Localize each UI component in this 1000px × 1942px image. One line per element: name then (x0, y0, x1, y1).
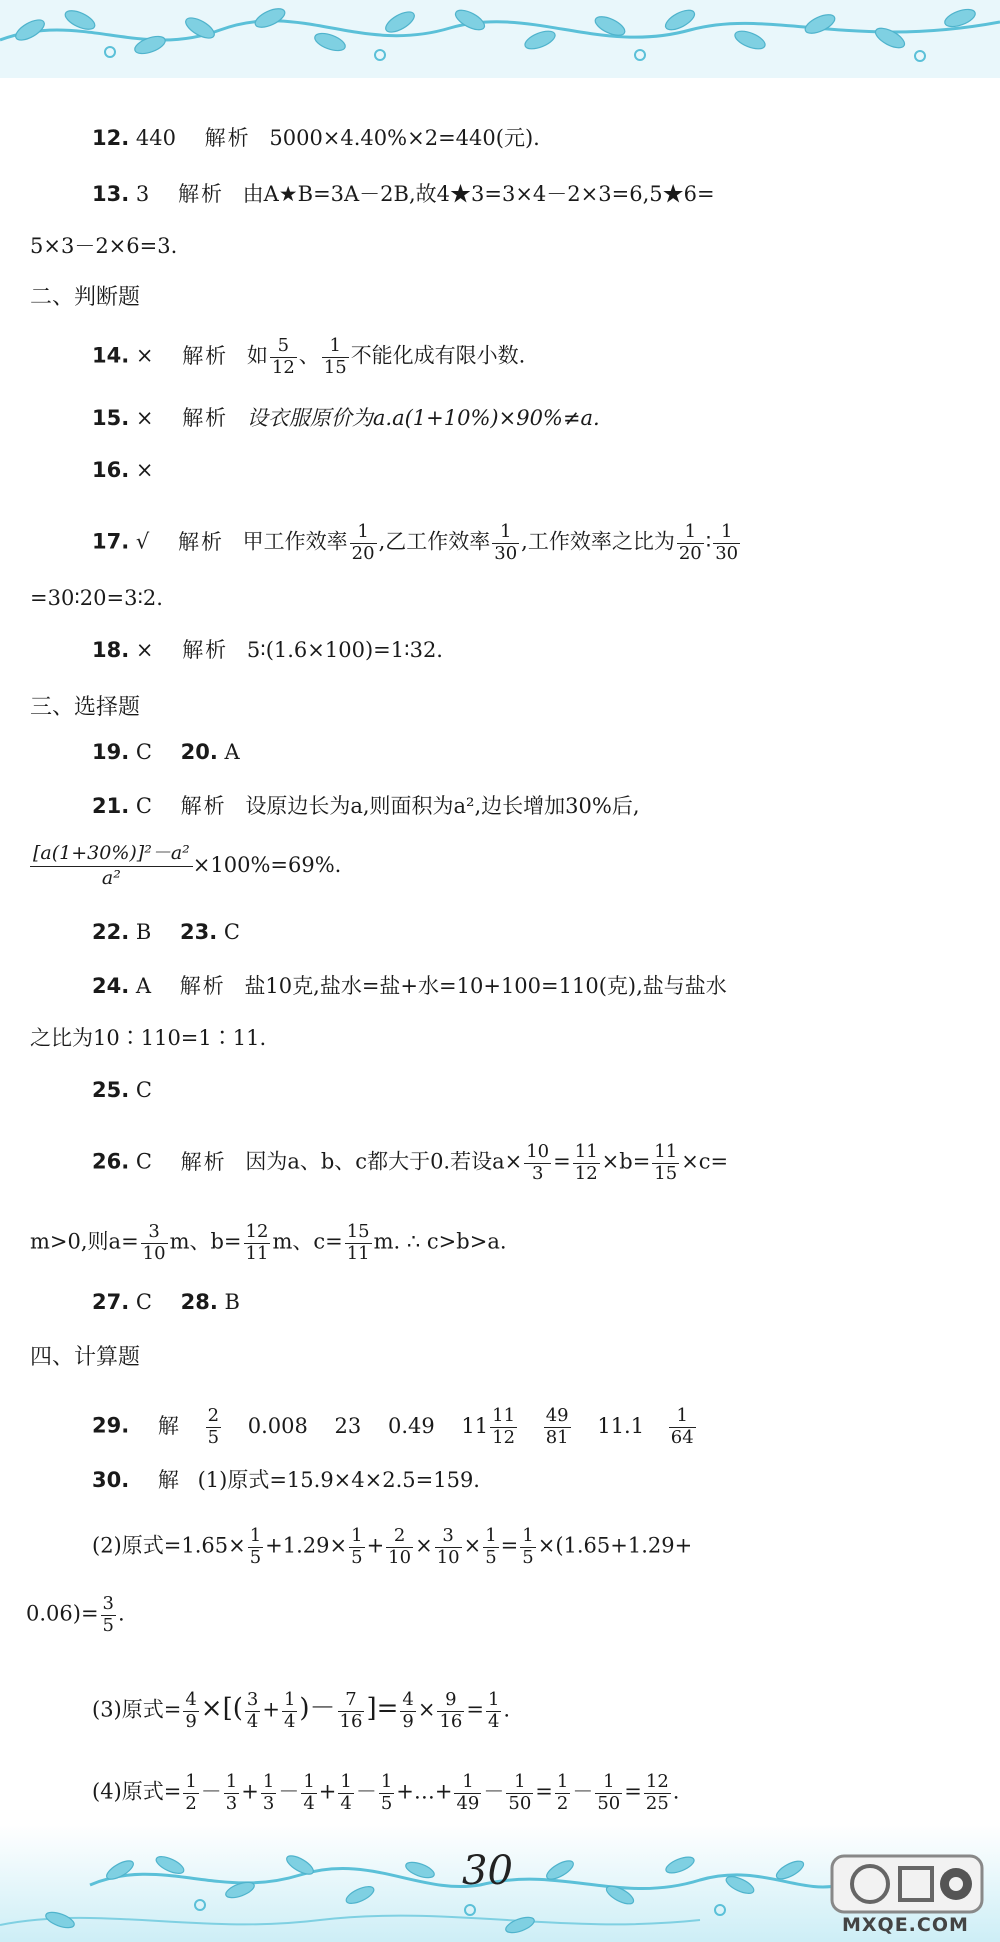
answer-27-28: 27. C 28. B (92, 1290, 240, 1314)
fraction: $\frac{1}{5}$ (380, 1771, 393, 1814)
answer-22-23: 22. B 23. C (92, 920, 240, 944)
answer-24: 24. A 解析 盐10克,盐水=盐+水=10+100=110(克),盐与盐水 (92, 974, 727, 998)
fraction: $\frac{7}{16}$ (339, 1689, 363, 1732)
fraction: $\frac{1}{5}$ (485, 1525, 497, 1568)
fraction: $\frac{10}{3}$ (526, 1141, 550, 1184)
fraction: $\frac{2}{10}$ (388, 1525, 412, 1568)
answer-17-continued: =30∶20=3∶2. (30, 586, 163, 610)
fraction: $\frac{1}{2}$ (556, 1771, 569, 1814)
fraction: $\frac{12}{11}$ (245, 1221, 269, 1264)
fraction: $\frac{1}{3}$ (262, 1771, 275, 1814)
answer-15: 15. × 解析 设衣服原价为a.a(1+10%)×90%≠a. (92, 406, 600, 430)
fraction: $\frac{3}{4}$ (246, 1689, 259, 1732)
section-heading-judgement: 二、判断题 (30, 285, 141, 310)
fraction: $\frac{1}{4}$ (340, 1771, 352, 1814)
fraction: $\frac{1}{50}$ (597, 1771, 621, 1814)
fraction: $\frac{1}{5}$ (351, 1525, 363, 1568)
answer-29: 29. 解 $\frac{2}{5}$ 0.008 23 0.49 11 $\frac{11}{12}$ $\frac{49}{81}$ 11.1 $\frac{1}{64}$ (92, 1405, 694, 1448)
answer-14: 14. × 解析 如 $\frac{5}{12}$ 、 $\frac{1}{15}$ 不能化成有限小数. (92, 335, 526, 378)
fraction: $\frac{4}{9}$ (402, 1689, 414, 1732)
fraction: $\frac{5}{12}$ (271, 335, 295, 378)
fraction: $\frac{1}{5}$ (522, 1525, 534, 1568)
answer-24-continued: 之比为10∶110=1∶11. (30, 1026, 267, 1050)
section-heading-calculation: 四、计算题 (30, 1345, 141, 1370)
fraction: $\frac{11}{12}$ (492, 1405, 516, 1448)
fraction: $\frac{4}{9}$ (185, 1689, 197, 1732)
fraction: $\frac{1}{4}$ (283, 1689, 296, 1732)
answer-19-20: 19. C 20. A (92, 740, 240, 764)
fraction: $\frac{1}{64}$ (670, 1405, 694, 1448)
fraction: $\frac{1}{2}$ (185, 1771, 197, 1814)
answer-30-part2: (2)原式=1.65× $\frac{1}{5}$ +1.29× $\frac{1}{5}$ + $\frac{2}{10}$ × $\frac{3}{10}$ × $\frac{1}{5}$ = $\frac{1}{5}$ ×(1.65+1.29+ (92, 1525, 693, 1568)
answer-21: 21. C 解析 设原边长为a,则面积为a²,边长增加30%后, (92, 794, 640, 818)
answer-25: 25. C (92, 1078, 152, 1102)
fraction: $\frac{1}{50}$ (508, 1771, 532, 1814)
answer-16: 16. × (92, 458, 154, 482)
answer-30-part3: (3)原式= $\frac{4}{9}$ ×[( $\frac{3}{4}$ + $\frac{1}{4}$ )－ $\frac{7}{16}$ ]= $\frac{4}{9}$ × $\frac{9}{16}$ = $\frac{1}{4}$ . (92, 1689, 511, 1732)
fraction: $\frac{9}{16}$ (439, 1689, 463, 1732)
fraction: $\frac{3}{10}$ (142, 1221, 166, 1264)
fraction: $\frac{1}{3}$ (225, 1771, 238, 1814)
fraction: $\frac{1}{30}$ (494, 521, 518, 564)
answer-30-part4: (4)原式= $\frac{1}{2}$ － $\frac{1}{3}$ + $\frac{1}{3}$ － $\frac{1}{4}$ + $\frac{1}{4}$ － $\frac{1}{5}$ +…+ $\frac{1}{49}$ － $\frac{1}{50}$ = $\frac{1}{2}$ － $\frac{1}{50}$ = $\frac{12}{25}$ . (92, 1771, 680, 1814)
fraction: $\frac{3}{10}$ (436, 1525, 460, 1568)
answer-21-continued: $\frac{\text{[a(1+30\%)]²－a²}}{\text{a²}}$ ×100%=69%. (30, 842, 341, 891)
answer-26: 26. C 解析 因为a、b、c都大于0.若设a× $\frac{10}{3}$ = $\frac{11}{12}$ ×b= $\frac{11}{15}$ ×c= (92, 1141, 729, 1184)
fraction: $\frac{12}{25}$ (645, 1771, 669, 1814)
fraction: $\frac{1}{4}$ (487, 1689, 500, 1732)
answer-12: 12. 440 解析 5000×4.40%×2=440(元). (92, 126, 540, 150)
fraction: $\frac{3}{5}$ (102, 1593, 114, 1636)
answer-13-continued: 5×3－2×6=3. (30, 234, 178, 258)
fraction: $\frac{1}{15}$ (323, 335, 347, 378)
section-heading-choice: 三、选择题 (30, 695, 141, 720)
top-vine-banner (0, 0, 1000, 78)
answer-18: 18. × 解析 5∶(1.6×100)=1∶32. (92, 638, 443, 662)
fraction: $\frac{1}{4}$ (303, 1771, 315, 1814)
answer-30-part1: 30. 解 (1)原式=15.9×4×2.5=159. (92, 1468, 480, 1492)
watermark-logo-text: MXQE.COM (842, 1914, 969, 1936)
fraction: $\frac{1}{20}$ (351, 521, 375, 564)
fraction: $\frac{1}{20}$ (678, 521, 702, 564)
fraction: $\frac{1}{49}$ (456, 1771, 480, 1814)
page-number: 30 (462, 1848, 513, 1894)
answer-30-part2-continued: 0.06)= $\frac{3}{5}$ . (26, 1593, 125, 1636)
fraction: $\frac{15}{11}$ (346, 1221, 370, 1264)
fraction: $\frac{1}{5}$ (249, 1525, 262, 1568)
answer-26-continued: m>0,则a= $\frac{3}{10}$ m、b= $\frac{12}{11}$ m、c= $\frac{15}{11}$ m. ∴ c>b>a. (30, 1221, 507, 1264)
fraction: $\frac{11}{15}$ (654, 1141, 678, 1184)
fraction: $\frac{1}{30}$ (715, 521, 739, 564)
answer-13: 13. 3 解析 由A★B=3A－2B,故4★3=3×4－2×3=6,5★6= (92, 182, 715, 206)
fraction: $\frac{\text{[a(1+30\%)]²－a²}}{\text{a²}}$ (30, 842, 193, 891)
fraction: $\frac{11}{12}$ (574, 1141, 598, 1184)
fraction: $\frac{2}{5}$ (207, 1405, 220, 1448)
answer-17: 17. √ 解析 甲工作效率 $\frac{1}{20}$ ,乙工作效率 $\frac{1}{30}$ ,工作效率之比为 $\frac{1}{20}$ ∶ $\frac{1}{30}$ (92, 521, 739, 564)
fraction: $\frac{49}{81}$ (545, 1405, 569, 1448)
